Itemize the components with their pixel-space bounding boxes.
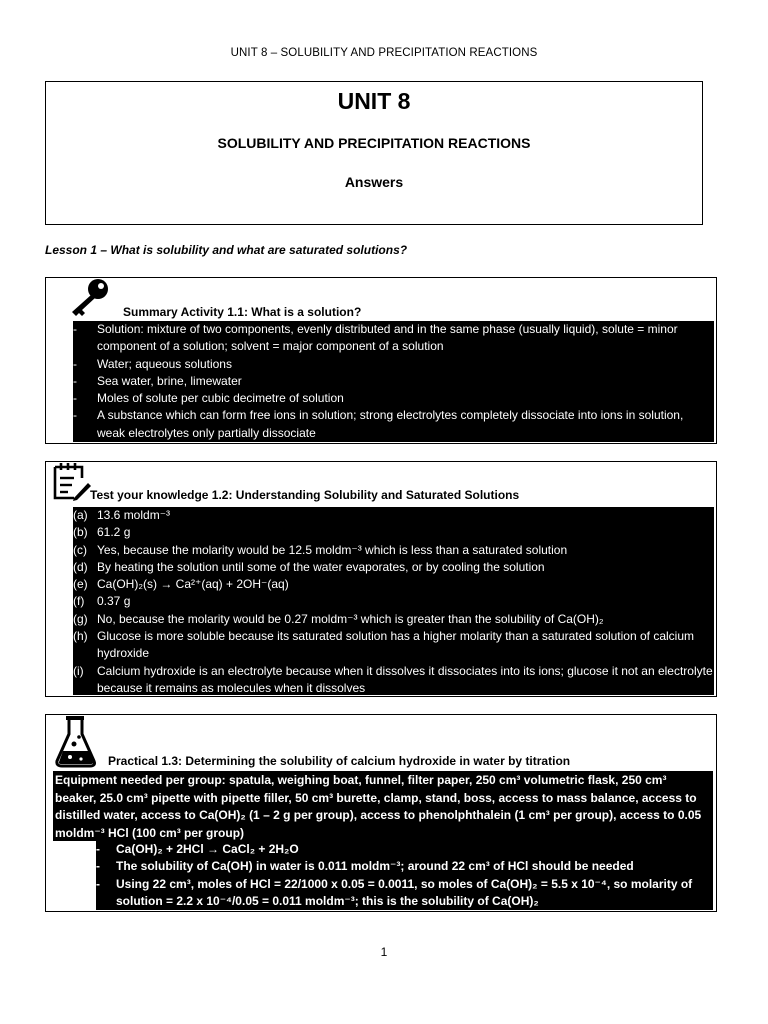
answer-marker: (f) xyxy=(73,594,85,609)
key-icon xyxy=(68,278,112,318)
list-item-text: Moles of solute per cubic decimetre of solution xyxy=(97,391,344,406)
answer-text: 61.2 g xyxy=(97,525,131,540)
list-item xyxy=(73,356,714,373)
list-item-text: A substance which can form free ions in solution; strong electrolytes completely dissociate into ions in solution, weak electrolytes only partially dissociate xyxy=(97,408,684,440)
list-marker: - xyxy=(73,391,77,406)
answer-text: 13.6 moldm⁻³ xyxy=(97,508,171,522)
answers-label: Answers xyxy=(344,174,404,190)
title-box xyxy=(45,81,703,225)
flask-icon xyxy=(54,715,98,769)
running-header: UNIT 8 – SOLUBILITY AND PRECIPITATION REACTIONS xyxy=(230,47,538,59)
list-item xyxy=(96,876,713,911)
answer-text: 0.37 g xyxy=(97,594,131,609)
answer-marker: (a) xyxy=(73,508,88,522)
list-marker: - xyxy=(96,859,100,874)
answer-item xyxy=(73,628,714,663)
test-knowledge-section xyxy=(45,461,717,697)
summary-answers-block xyxy=(73,321,714,442)
answer-item xyxy=(73,524,714,541)
list-marker: - xyxy=(73,322,77,336)
practical-answers-block xyxy=(96,841,713,910)
answer-marker: (i) xyxy=(73,663,84,678)
answer-marker: (h) xyxy=(73,629,88,644)
list-item-text: Solution: mixture of two components, evenly distributed and in the same phase (usually liquid), solute = minor component of a solution; solvent = major component of a solution xyxy=(97,322,678,354)
answer-item xyxy=(73,559,714,576)
lesson-heading: Lesson 1 – What is solubility and what are saturated solutions? xyxy=(45,243,408,257)
list-item-text: Using 22 cm³, moles of HCl = 22/1000 x 0.05 = 0.0011, so moles of Ca(OH)₂ = 5.5 x 10⁻⁴, so molarity of solution = 2.2 x 10⁻⁴/0.05 = 0.011 moldm⁻³; this is the solubility of Ca(OH)₂ xyxy=(116,876,693,908)
list-item-text: Sea water, brine, limewater xyxy=(97,373,242,388)
test-answers-block xyxy=(73,507,714,695)
answer-marker: (c) xyxy=(73,542,87,557)
list-item-text: The solubility of Ca(OH) in water is 0.011 moldm⁻³; around 22 cm³ of HCl should be needed xyxy=(116,859,634,874)
equipment-text: Equipment needed per group: spatula, weighing boat, funnel, filter paper, 250 cm³ volumetric flask, 250 cm³ beaker, 25.0 cm³ pipette with pipette filler, 50 cm³ burette, clamp, stand, boss, access to mass balance, access to distilled water, access to Ca(OH)₂ (1 – 2 g per group), access to phenolphthalein (1 cm³ per group), access to 0.05 moldm⁻³ HCl (100 cm³ per group) xyxy=(55,773,702,840)
list-item-text: Water; aqueous solutions xyxy=(97,356,232,371)
answer-text: Glucose is more soluble because its saturated solution has a higher molarity than a saturated solution of calcium hydroxide xyxy=(97,629,694,661)
test-knowledge-heading: Test your knowledge 1.2: Understanding Solubility and Saturated Solutions xyxy=(90,488,520,502)
summary-activity-heading: Summary Activity 1.1: What is a solution? xyxy=(123,305,362,319)
list-marker: - xyxy=(73,408,77,423)
list-marker: - xyxy=(96,842,100,856)
list-item xyxy=(96,841,713,858)
answer-text: No, because the molarity would be 0.27 moldm⁻³ which is greater than the solubility of Ca(OH)₂ xyxy=(97,611,604,626)
summary-activity-section xyxy=(45,277,717,444)
answer-item xyxy=(73,507,714,524)
unit-subtitle: SOLUBILITY AND PRECIPITATION REACTIONS xyxy=(217,135,531,151)
answer-item xyxy=(73,593,714,610)
answer-marker: (e) xyxy=(73,577,88,592)
answer-item xyxy=(73,542,714,559)
answer-marker: (b) xyxy=(73,525,88,540)
unit-title: UNIT 8 xyxy=(337,88,411,114)
practical-section xyxy=(45,714,717,912)
answer-item xyxy=(73,576,714,593)
practical-heading: Practical 1.3: Determining the solubility of calcium hydroxide in water by titration xyxy=(108,754,571,768)
page-number: 1 xyxy=(380,945,388,959)
clipboard-pencil-icon xyxy=(52,462,92,502)
equipment-block xyxy=(53,771,713,841)
answer-text: Yes, because the molarity would be 12.5 moldm⁻³ which is less than a saturated solution xyxy=(97,542,568,557)
list-marker: - xyxy=(73,356,77,371)
answer-item xyxy=(73,663,714,698)
answer-text: Calcium hydroxide is an electrolyte because when it dissolves it dissociates into its ions; glucose it not an electrolyte because it remains as molecules when it dissolves xyxy=(97,663,713,695)
list-item xyxy=(96,858,713,875)
list-item xyxy=(73,321,714,356)
list-item xyxy=(73,373,714,390)
list-item-text: Ca(OH)₂ + 2HCl → CaCl₂ + 2H₂O xyxy=(116,842,299,856)
list-item xyxy=(73,407,714,442)
answer-text: Ca(OH)₂(s) → Ca²⁺(aq) + 2OH⁻(aq) xyxy=(97,577,289,592)
list-item xyxy=(73,390,714,407)
answer-text: By heating the solution until some of the water evaporates, or by cooling the solution xyxy=(97,559,545,574)
answer-marker: (g) xyxy=(73,611,88,626)
list-marker: - xyxy=(96,876,100,891)
list-marker: - xyxy=(73,373,77,388)
answer-item xyxy=(73,611,714,628)
answer-marker: (d) xyxy=(73,559,88,574)
